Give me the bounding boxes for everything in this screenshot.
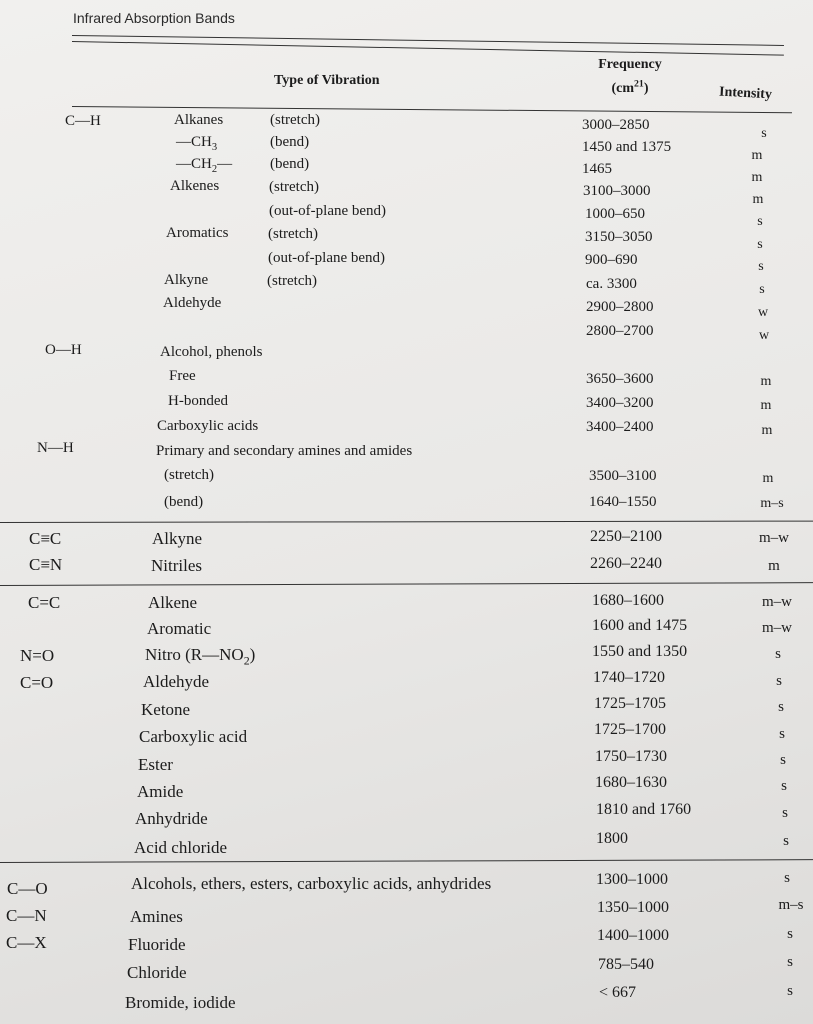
frequency-cell: 1600 and 1475	[592, 617, 688, 634]
intensity-cell: w	[757, 305, 769, 320]
type-cell: $—CH_2—$	[176, 156, 233, 175]
vibration-note: (stretch)	[270, 112, 320, 128]
intensity-cell: s	[778, 699, 784, 715]
section-rule-triple	[0, 521, 813, 523]
frequency-cell: 1680–1630	[595, 774, 667, 791]
frequency-cell: < 667	[599, 984, 637, 1001]
type-cell: H-bonded	[168, 393, 228, 409]
vibration-note: (out-of-plane bend)	[268, 250, 386, 266]
intensity-cell: m–w	[762, 620, 792, 636]
type-cell: Amines	[130, 907, 183, 926]
bond-c-n: C—N	[6, 906, 47, 925]
intensity-cell: m–w	[759, 530, 789, 546]
type-cell: Alcohol, phenols	[160, 344, 263, 360]
intensity-cell: m	[761, 423, 773, 438]
frequency-cell: 2260–2240	[590, 555, 662, 572]
vibration-note: (stretch)	[267, 273, 317, 289]
type-cell: Nitro $(R—NO_2)$	[145, 645, 256, 668]
frequency-cell: 1800	[596, 830, 628, 847]
type-cell: Aromatic	[147, 619, 212, 638]
vibration-note: (out-of-plane bend)	[269, 203, 387, 219]
intensity-cell: s	[787, 954, 793, 970]
frequency-cell: 1450 and 1375	[582, 139, 672, 155]
bond-c-double-c: C=C	[28, 593, 61, 612]
type-cell: Alcohols, ethers, esters, carboxylic acids, anhydrides	[131, 874, 492, 893]
header-frequency-label: Frequency	[598, 57, 662, 72]
intensity-cell: m–w	[762, 594, 792, 610]
frequency-cell: 1300–1000	[596, 871, 668, 888]
bond-c-double-o: C=O	[20, 673, 54, 692]
type-cell: Alkanes	[174, 112, 224, 128]
frequency-cell: 2900–2800	[586, 299, 654, 315]
type-cell: Carboxylic acid	[139, 727, 248, 746]
type-cell: Anhydride	[135, 809, 208, 828]
bond-c-x: C—X	[6, 933, 47, 952]
type-cell: Aromatics	[166, 225, 229, 241]
bond-n-double-o: N=O	[20, 646, 55, 665]
type-cell: Amide	[137, 782, 184, 801]
vibration-note: (bend)	[270, 134, 310, 150]
type-cell: Ketone	[141, 700, 191, 719]
intensity-cell: m–s	[760, 496, 784, 511]
type-cell: Fluoride	[128, 935, 186, 954]
bond-o-h: O—H	[45, 342, 82, 358]
type-cell: Acid chloride	[134, 838, 227, 857]
intensity-cell: s	[758, 259, 764, 274]
type-cell: Primary and secondary amines and amides	[156, 443, 413, 459]
frequency-cell: ca. 3300	[586, 276, 637, 292]
type-cell: Ester	[138, 755, 173, 774]
header-type-of-vibration: Type of Vibration	[274, 73, 380, 88]
frequency-cell: 1000–650	[585, 206, 645, 222]
frequency-cell: 1725–1705	[594, 695, 666, 712]
frequency-cell: 1640–1550	[589, 494, 657, 510]
frequency-cell: 3400–2400	[586, 419, 654, 435]
type-cell: Aldehyde	[143, 672, 210, 691]
intensity-cell: s	[781, 778, 787, 794]
intensity-cell: m–s	[778, 897, 804, 913]
intensity-cell: m	[751, 148, 763, 163]
vibration-note: (bend)	[270, 156, 310, 172]
type-cell: Aldehyde	[163, 295, 222, 311]
bond-c-triple-c: C≡C	[29, 529, 62, 548]
intensity-cell: m	[751, 170, 763, 185]
type-cell: Carboxylic acids	[157, 418, 259, 434]
type-cell: Alkenes	[170, 178, 220, 194]
table-caption: Infrared Absorption Bands	[73, 10, 235, 26]
vibration-note: (stretch)	[269, 179, 319, 195]
type-cell: Alkyne	[152, 529, 203, 548]
header-intensity: Intensity	[718, 84, 773, 103]
intensity-cell: s	[757, 214, 763, 229]
intensity-cell: s	[782, 805, 788, 821]
intensity-cell: m	[762, 471, 774, 486]
type-cell: (stretch)	[164, 467, 214, 483]
vibration-note: (stretch)	[268, 226, 318, 242]
frequency-cell: 1400–1000	[597, 927, 669, 944]
frequency-cell: 1550 and 1350	[592, 643, 688, 660]
intensity-cell: m	[768, 558, 780, 574]
frequency-cell: 900–690	[585, 252, 638, 268]
section-rule-double	[0, 582, 813, 586]
frequency-cell: 1725–1700	[594, 721, 666, 738]
type-cell: Alkene	[148, 593, 198, 612]
bond-n-h: N—H	[37, 440, 74, 456]
type-cell: Free	[169, 368, 196, 384]
intensity-cell: s	[759, 282, 765, 297]
header-frequency-unit: $(cm^{21})$	[611, 78, 649, 96]
type-cell: $—CH_3$	[176, 134, 218, 153]
intensity-cell: s	[776, 673, 782, 689]
intensity-cell: s	[757, 237, 763, 252]
type-cell: Chloride	[127, 963, 187, 982]
frequency-cell: 1350–1000	[597, 899, 669, 916]
type-cell: (bend)	[164, 494, 204, 510]
frequency-cell: 3000–2850	[582, 117, 650, 133]
frequency-cell: 2250–2100	[590, 528, 662, 545]
type-cell: Nitriles	[151, 556, 202, 575]
frequency-cell: 2800–2700	[586, 323, 654, 339]
frequency-cell: 1740–1720	[593, 669, 665, 686]
intensity-cell: m	[752, 192, 764, 207]
intensity-cell: s	[780, 752, 786, 768]
top-rule	[72, 35, 784, 46]
bond-c-h: C—H	[65, 113, 101, 129]
intensity-cell: s	[787, 926, 793, 942]
bond-c-o: C—O	[7, 879, 48, 898]
frequency-cell: 1810 and 1760	[596, 801, 692, 818]
intensity-cell: m	[760, 398, 772, 413]
section-rule-single	[0, 859, 813, 863]
frequency-cell: 3150–3050	[585, 229, 653, 245]
bond-c-triple-n: C≡N	[29, 555, 63, 574]
intensity-cell: s	[761, 126, 767, 141]
header-frequency	[590, 55, 670, 98]
intensity-cell: m	[760, 374, 772, 389]
frequency-cell: 3100–3000	[583, 183, 651, 199]
intensity-cell: w	[758, 328, 770, 343]
frequency-cell: 1680–1600	[592, 592, 664, 609]
frequency-cell: 3500–3100	[589, 468, 657, 484]
intensity-cell: s	[783, 833, 789, 849]
frequency-cell: 785–540	[598, 956, 654, 973]
frequency-cell: 1465	[582, 161, 612, 177]
intensity-cell: s	[784, 870, 790, 886]
type-cell: Alkyne	[164, 272, 209, 288]
intensity-cell: s	[779, 726, 785, 742]
frequency-cell: 1750–1730	[595, 748, 667, 765]
intensity-cell: s	[775, 646, 781, 662]
type-cell: Bromide, iodide	[125, 993, 236, 1012]
frequency-cell: 3650–3600	[586, 371, 654, 387]
frequency-cell: 3400–3200	[586, 395, 654, 411]
intensity-cell: s	[787, 983, 793, 999]
